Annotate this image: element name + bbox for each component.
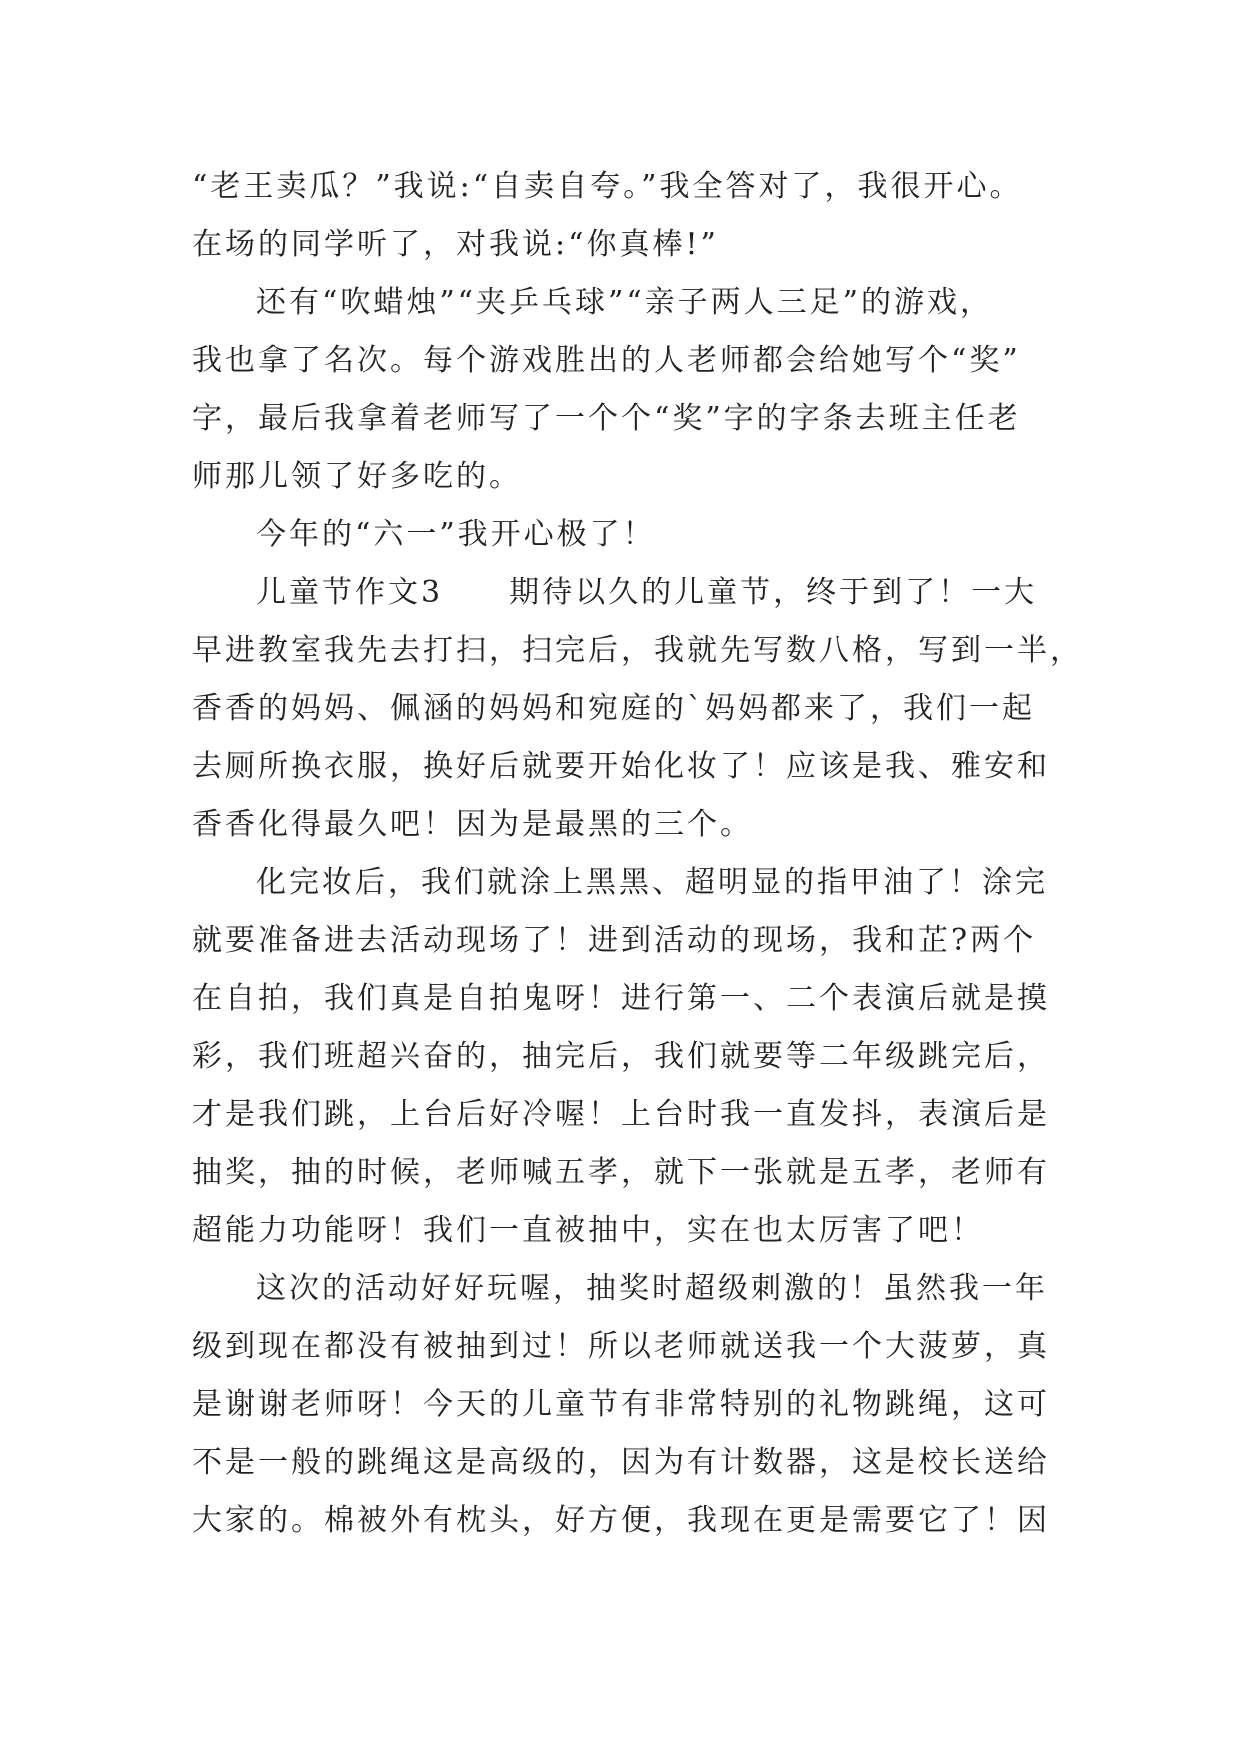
- paragraph-start-line: 这次的活动好好玩喔，抽奖时超级刺激的！虽然我一年: [256, 1271, 1048, 1306]
- text-line: 在场的同学听了，对我说:“你真棒!”: [192, 227, 719, 262]
- essay-body: [192, 158, 1092, 1550]
- text-line: 去厕所换衣服，换好后就要开始化妆了！应该是我、雅安和: [192, 749, 1050, 784]
- text-line: 才是我们跳，上台后好冷喔！上台时我一直发抖，表演后是: [192, 1097, 1050, 1132]
- text-line: 不是一般的跳绳这是高级的，因为有计数器，这是校长送给: [192, 1445, 1050, 1480]
- paragraph-start-line: 化完妆后，我们就涂上黑黑、超明显的指甲油了！涂完: [256, 865, 1048, 900]
- paragraph-start-line: 还有“吹蜡烛”“夹乒乓球”“亲子两人三足”的游戏，: [256, 285, 994, 320]
- paragraph-start-line: 今年的“六一”我开心极了！: [256, 517, 656, 552]
- text-line: 香香化得最久吧！因为是最黑的三个。: [192, 807, 753, 842]
- text-line: 级到现在都没有被抽到过！所以老师就送我一个大菠萝，真: [192, 1329, 1050, 1364]
- text-line: 大家的。棉被外有枕头，好方便，我现在更是需要它了！因: [192, 1503, 1050, 1538]
- text-line: 彩，我们班超兴奋的，抽完后，我们就要等二年级跳完后，: [192, 1039, 1050, 1074]
- text-line: 师那儿领了好多吃的。: [192, 459, 522, 494]
- text-line: 超能力功能呀！我们一直被抽中，实在也太厉害了吧！: [192, 1213, 984, 1248]
- text-line: 是谢谢老师呀！今天的儿童节有非常特别的礼物跳绳，这可: [192, 1387, 1050, 1422]
- text-line: 我也拿了名次。每个游戏胜出的人老师都会给她写个“奖”: [192, 343, 1021, 378]
- text-line: 抽奖，抽的时候，老师喊五孝，就下一张就是五孝，老师有: [192, 1155, 1050, 1190]
- text-line: 早进教室我先去打扫，扫完后，我就先写数八格，写到一半，: [192, 633, 1083, 668]
- text-line: “老王卖瓜？”我说:“自卖自夸。”我全答对了，我很开心。: [192, 169, 1023, 204]
- section-heading-line: 儿童节作文3 期待以久的儿童节，终于到了！一大: [256, 575, 1038, 610]
- text-line: 字，最后我拿着老师写了一个个“奖”字的字条去班主任老: [192, 401, 1021, 436]
- text-line: 就要准备进去活动现场了！进到活动的现场，我和芷?两个: [192, 923, 1037, 958]
- text-line: 在自拍，我们真是自拍鬼呀！进行第一、二个表演后就是摸: [192, 981, 1050, 1016]
- text-line: 香香的妈妈、佩涵的妈妈和宛庭的`妈妈都来了，我们一起: [192, 691, 1035, 726]
